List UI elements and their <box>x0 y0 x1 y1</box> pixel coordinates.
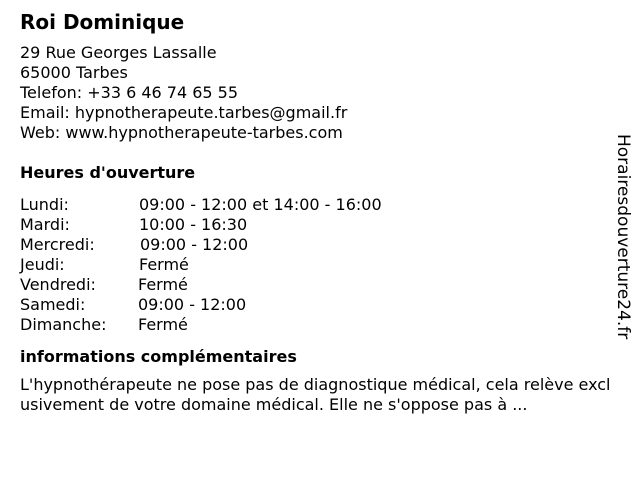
time-value: Fermé <box>138 275 188 294</box>
additional-info-heading: informations complémentaires <box>20 347 297 366</box>
site-watermark: Horairesdouverture24.fr <box>613 134 633 340</box>
day-label: Lundi: <box>20 195 69 214</box>
phone-line[interactable]: Telefon: +33 6 46 74 65 55 <box>20 83 239 102</box>
address-street: 29 Rue Georges Lassalle <box>20 43 217 62</box>
hours-row-saturday <box>20 295 620 315</box>
email-line[interactable]: Email: hypnotherapeute.tarbes@gmail.fr <box>20 103 348 122</box>
time-value: 09:00 - 12:00 <box>140 235 249 254</box>
hours-row-friday <box>20 275 620 295</box>
day-label: Mardi: <box>20 215 70 234</box>
time-value: Fermé <box>139 255 189 274</box>
day-label: Jeudi: <box>20 255 65 274</box>
time-value: 09:00 - 12:00 <box>138 295 247 314</box>
hours-row-tuesday <box>20 215 620 235</box>
opening-hours-heading: Heures d'ouverture <box>20 163 196 182</box>
day-label: Vendredi: <box>20 275 96 294</box>
business-card <box>20 10 620 415</box>
time-value: 09:00 - 12:00 et 14:00 - 16:00 <box>139 195 382 214</box>
address-city: 65000 Tarbes <box>20 63 128 82</box>
hours-row-thursday <box>20 255 620 275</box>
time-value: Fermé <box>138 315 188 334</box>
business-name: Roi Dominique <box>20 10 185 34</box>
hours-row-wednesday <box>20 235 620 255</box>
time-value: 10:00 - 16:30 <box>139 215 248 234</box>
opening-hours-table <box>20 195 620 335</box>
hours-row-monday <box>20 195 620 215</box>
day-label: Samedi: <box>20 295 86 314</box>
website-line[interactable]: Web: www.hypnotherapeute-tarbes.com <box>20 123 343 142</box>
hours-row-sunday <box>20 315 620 335</box>
day-label: Mercredi: <box>20 235 95 254</box>
additional-info-text: L'hypnothérapeute ne pose pas de diagnostique médical, cela relève exclusivement de votre domaine médical. Elle ne s'oppose pas à ... <box>20 375 611 414</box>
day-label: Dimanche: <box>20 315 107 334</box>
